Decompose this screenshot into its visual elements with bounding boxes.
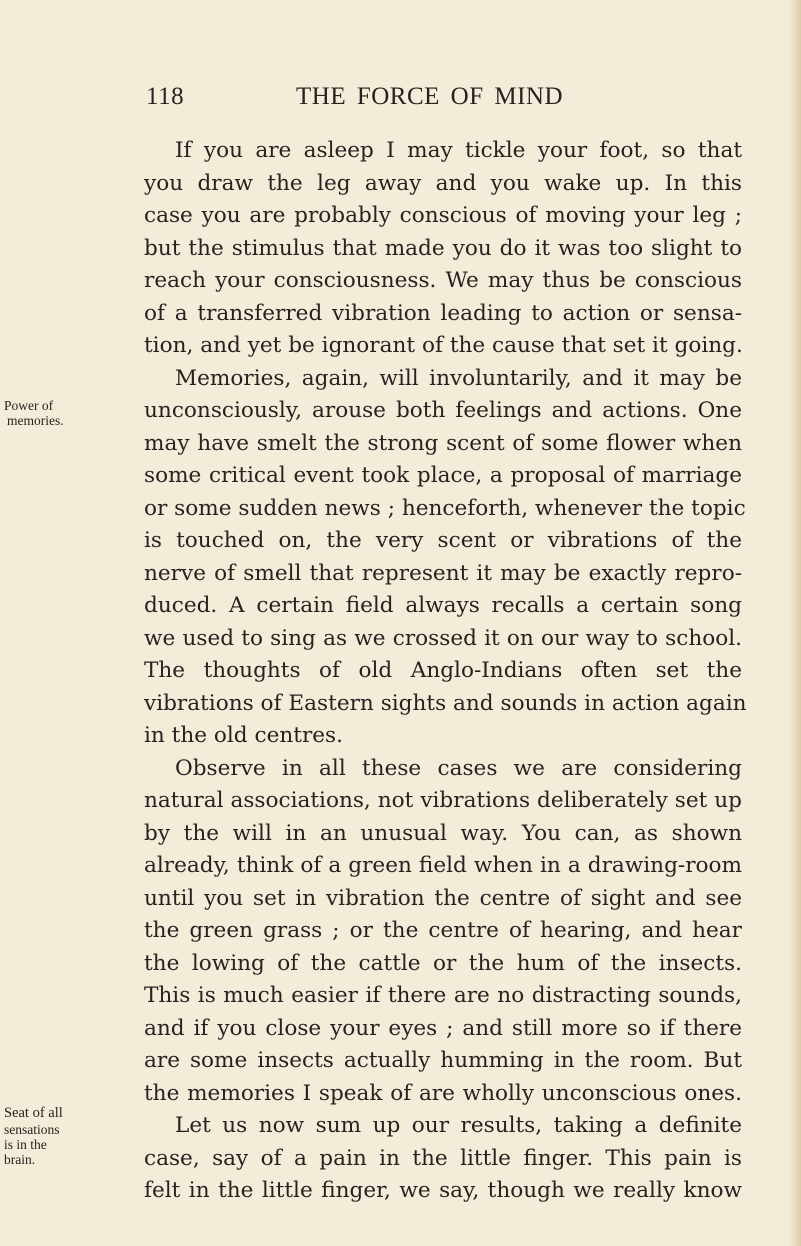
text-line: tion, and yet be ignorant of the cause that set it going. — [144, 333, 743, 358]
page-edge-shadow — [789, 0, 801, 1246]
text-line: in the old centres. — [144, 723, 344, 748]
book-title: THE FORCE OF MIND — [296, 83, 564, 110]
page-number: 118 — [146, 83, 185, 110]
text-line: the lowing of the cattle or the hum of the insects. — [144, 950, 742, 976]
text-line: but the stimulus that made you do it was too slight to — [144, 235, 742, 261]
margin-note-line: Power of — [4, 398, 54, 413]
text-line: Let us now sum up our results, taking a definite — [175, 1113, 742, 1138]
margin-note-line: brain. — [4, 1152, 36, 1167]
text-line: the memories I speak of are wholly unconscious ones. — [144, 1080, 742, 1106]
margin-note-line: memories. — [7, 413, 64, 428]
text-line: nerve of smell that represent it may be exactly repro- — [144, 560, 742, 586]
text-line: until you set in vibration the centre of sight and see — [144, 885, 742, 911]
text-line: may have smelt the strong scent of some flower when — [144, 430, 742, 456]
running-head — [146, 83, 738, 117]
margin-note-power-of-memories — [4, 398, 90, 428]
text-line: are some insects actually humming in the room. But — [144, 1048, 742, 1073]
text-line: Memories, again, will involuntarily, and it may be — [175, 365, 742, 391]
margin-note-line: is in the — [4, 1137, 47, 1152]
text-line: some critical event took place, a proposal of marriage — [144, 463, 742, 488]
text-line: by the will in an unusual way. You can, as shown — [144, 820, 742, 846]
text-line: case you are probably conscious of moving your leg ; — [144, 203, 742, 228]
text-line: Observe in all these cases we are considering — [175, 755, 742, 781]
text-line: case, say of a pain in the little finger. This pain is — [144, 1145, 742, 1171]
text-line: unconsciously, arouse both feelings and actions. One — [144, 398, 742, 423]
text-line: This is much easier if there are no distracting sounds, — [144, 983, 742, 1008]
text-line: The thoughts of old Anglo-Indians often set the — [144, 658, 742, 683]
text-line: or some sudden news ; henceforth, whenever the topic — [144, 495, 746, 521]
text-line: is touched on, the very scent or vibrations of the — [144, 528, 742, 553]
text-line: reach your consciousness. We may thus be conscious — [144, 268, 742, 293]
margin-note-line: sensations — [4, 1122, 60, 1137]
text-line: already, think of a green field when in a drawing-room — [144, 853, 742, 878]
text-line: natural associations, not vibrations deliberately set up — [144, 788, 742, 813]
text-line: If you are asleep I may tickle your foot, so that — [175, 138, 742, 163]
text-line: of a transferred vibration leading to action or sensa- — [144, 300, 742, 326]
text-line: we used to sing as we crossed it on our way to school. — [144, 625, 742, 651]
text-line: and if you close your eyes ; and still more so if there — [144, 1015, 742, 1041]
margin-note-seat-of-sensations — [4, 1105, 90, 1167]
text-line: you draw the leg away and you wake up. In this — [144, 170, 742, 196]
text-line: the green grass ; or the centre of hearing, and hear — [144, 918, 742, 943]
text-line: duced. A certain field always recalls a certain song — [144, 593, 742, 618]
margin-note-line: Seat of all — [4, 1105, 63, 1121]
text-line: felt in the little finger, we say, though we really know — [144, 1178, 742, 1203]
text-line: vibrations of Eastern sights and sounds in action again — [144, 690, 747, 716]
body-text — [144, 135, 747, 1208]
